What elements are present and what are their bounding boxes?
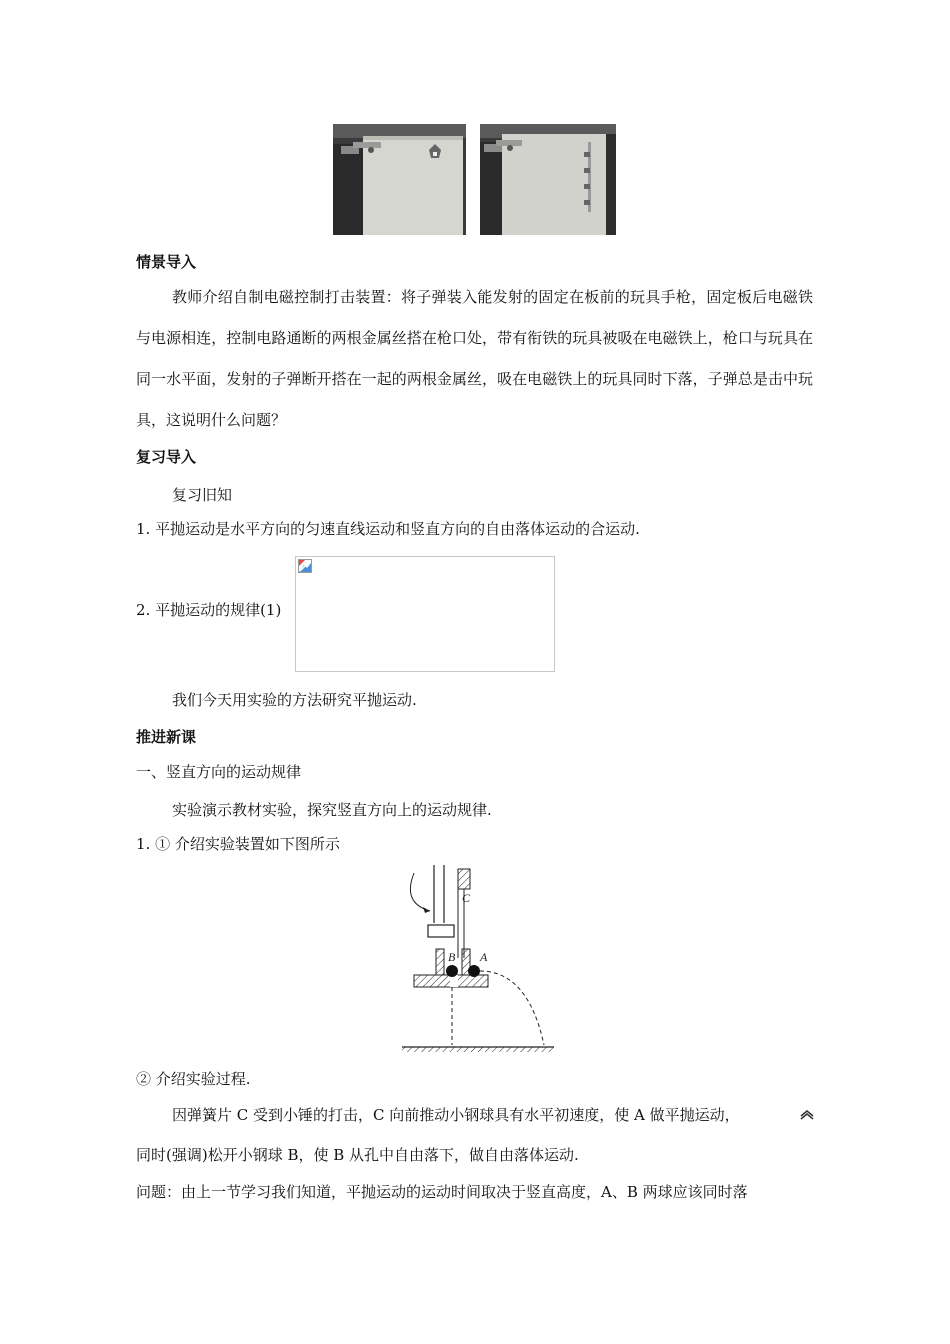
review-item-1: 1. 平抛运动是水平方向的匀速直线运动和竖直方向的自由落体运动的合运动.: [136, 520, 640, 538]
experiment-photo-left: [333, 124, 466, 235]
label-a: A: [480, 950, 488, 964]
broken-image-icon: [298, 559, 312, 573]
step2-text: ② 介绍实验过程.: [136, 1070, 251, 1088]
review-intro-heading: 复习导入: [136, 448, 197, 466]
label-b: B: [448, 950, 456, 964]
formula-image-placeholder: [295, 556, 555, 672]
process-line-2: 同时(强调)松开小钢球 B，使 B 从孔中自由落下，做自由落体运动.: [136, 1146, 579, 1164]
new-lesson-heading: 推进新课: [136, 728, 197, 746]
experiment-photo-right: [480, 124, 616, 235]
section1-title: 一、竖直方向的运动规律: [136, 763, 302, 781]
process-line-1: 因弹簧片 C 受到小锤的打击，C 向前推动小钢球具有水平初速度，使 A 做平抛运动，: [172, 1106, 740, 1124]
review-item-2: 2. 平抛运动的规律(1): [136, 601, 282, 619]
label-c: C: [462, 891, 471, 905]
review-closing: 我们今天用实验的方法研究平抛运动.: [172, 691, 417, 709]
scene-intro-paragraph: 教师介绍自制电磁控制打击装置：将子弹装入能发射的固定在板前的玩具手枪，固定板后电磁铁与电源相连，控制电路通断的两根金属丝搭在枪口处，带有衔铁的玩具被吸在电磁铁上，枪口与玩具在同一水平面，发射的子弹断开搭在一起的两根金属丝，吸在电磁铁上的玩具同时下落，子弹总是击中玩具，这说明什么问题？: [136, 288, 813, 429]
review-subheading: 复习旧知: [172, 486, 233, 504]
scene-intro-heading: 情景导入: [136, 253, 197, 271]
demo-text: 实验演示教材实验，探究竖直方向上的运动规律.: [172, 801, 492, 819]
question-text: 问题：由上一节学习我们知道，平抛运动的运动时间取决于竖直高度，A、B 两球应该同时落: [136, 1183, 748, 1201]
apparatus-diagram: [398, 863, 558, 1055]
step1-text: 1. ① 介绍实验装置如下图所示: [136, 835, 340, 853]
double-chevron-up-icon[interactable]: [800, 1110, 814, 1120]
